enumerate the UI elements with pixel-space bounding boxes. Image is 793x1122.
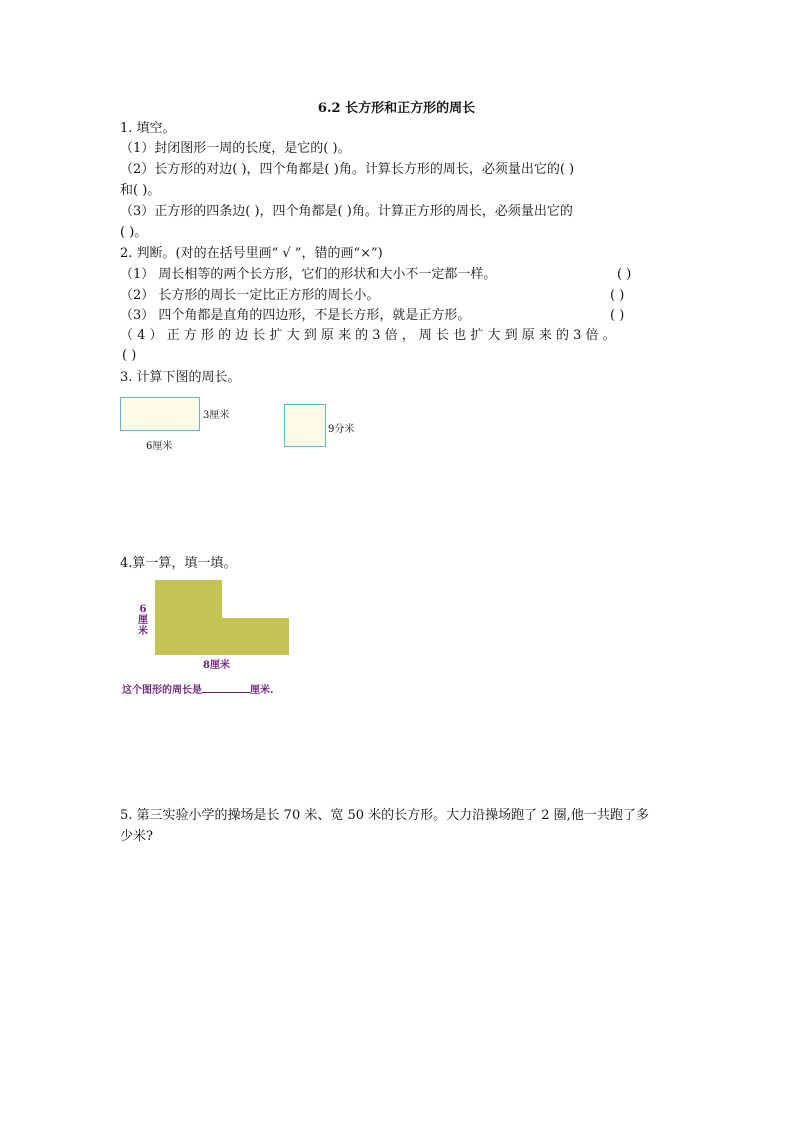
q5-line-1: 5. 第三实验小学的操场是长 70 米、宽 50 米的长方形。大力沿操场跑了 2 圈,他一共跑了多 bbox=[120, 808, 649, 823]
l-shape-width-label: 8厘米 bbox=[203, 660, 230, 671]
q1-heading: 1. 填空。 bbox=[120, 121, 176, 136]
square-figure bbox=[284, 404, 326, 447]
q2-item-1: （1） 周长相等的两个长方形，它们的形状和大小不一定都一样。 bbox=[120, 267, 497, 282]
rect-height-label: 3厘米 bbox=[203, 410, 230, 421]
q3-heading: 3. 计算下图的周长。 bbox=[120, 370, 241, 385]
q1-line-4: （3）正方形的四条边( )，四个角都是( )角。计算正方形的周长，必须量出它的 bbox=[120, 204, 573, 219]
q1-line-1: （1）封闭图形一周的长度，是它的( )。 bbox=[120, 141, 351, 156]
q2-answer-paren-4[interactable]: ( ) bbox=[122, 348, 137, 363]
answer-blank[interactable] bbox=[202, 681, 250, 693]
q4-heading: 4.算一算，填一填。 bbox=[120, 556, 237, 571]
answer-prefix: 这个图形的周长是 bbox=[122, 685, 202, 696]
rectangle-figure bbox=[120, 397, 200, 431]
q2-item-2: （2） 长方形的周长一定比正方形的周长小。 bbox=[120, 288, 380, 303]
l-shape-height-label: 6 厘 米 bbox=[138, 604, 148, 637]
q5-line-2: 少米? bbox=[120, 829, 153, 844]
q2-answer-paren-1[interactable]: ( ) bbox=[617, 267, 632, 282]
q1-line-5: ( )。 bbox=[120, 225, 148, 240]
q2-item-4: （ 4 ） 正 方 形 的 边 长 扩 大 到 原 来 的 3 倍 ， 周 长 也 扩 大 到 原 来 的 3 倍 。 bbox=[120, 328, 616, 343]
rect-width-label: 6厘米 bbox=[146, 441, 173, 452]
answer-suffix: 厘米. bbox=[250, 685, 274, 696]
q1-line-3: 和( )。 bbox=[120, 183, 161, 198]
q2-answer-paren-3[interactable]: ( ) bbox=[610, 308, 625, 323]
page-title: 6.2 长方形和正方形的周长 bbox=[317, 101, 476, 116]
q2-answer-paren-2[interactable]: ( ) bbox=[610, 288, 625, 303]
square-side-label: 9分米 bbox=[328, 424, 355, 435]
q4-answer-line bbox=[122, 681, 273, 696]
q1-line-2: （2）长方形的对边( )，四个角都是( )角。计算长方形的周长，必须量出它的( ) bbox=[120, 162, 575, 177]
q2-item-3: （3） 四个角都是直角的四边形，不是长方形，就是正方形。 bbox=[120, 308, 471, 323]
q2-heading: 2. 判断。(对的在括号里画“ √ ”，错的画“×”) bbox=[120, 246, 383, 261]
l-shape-figure bbox=[150, 578, 295, 658]
